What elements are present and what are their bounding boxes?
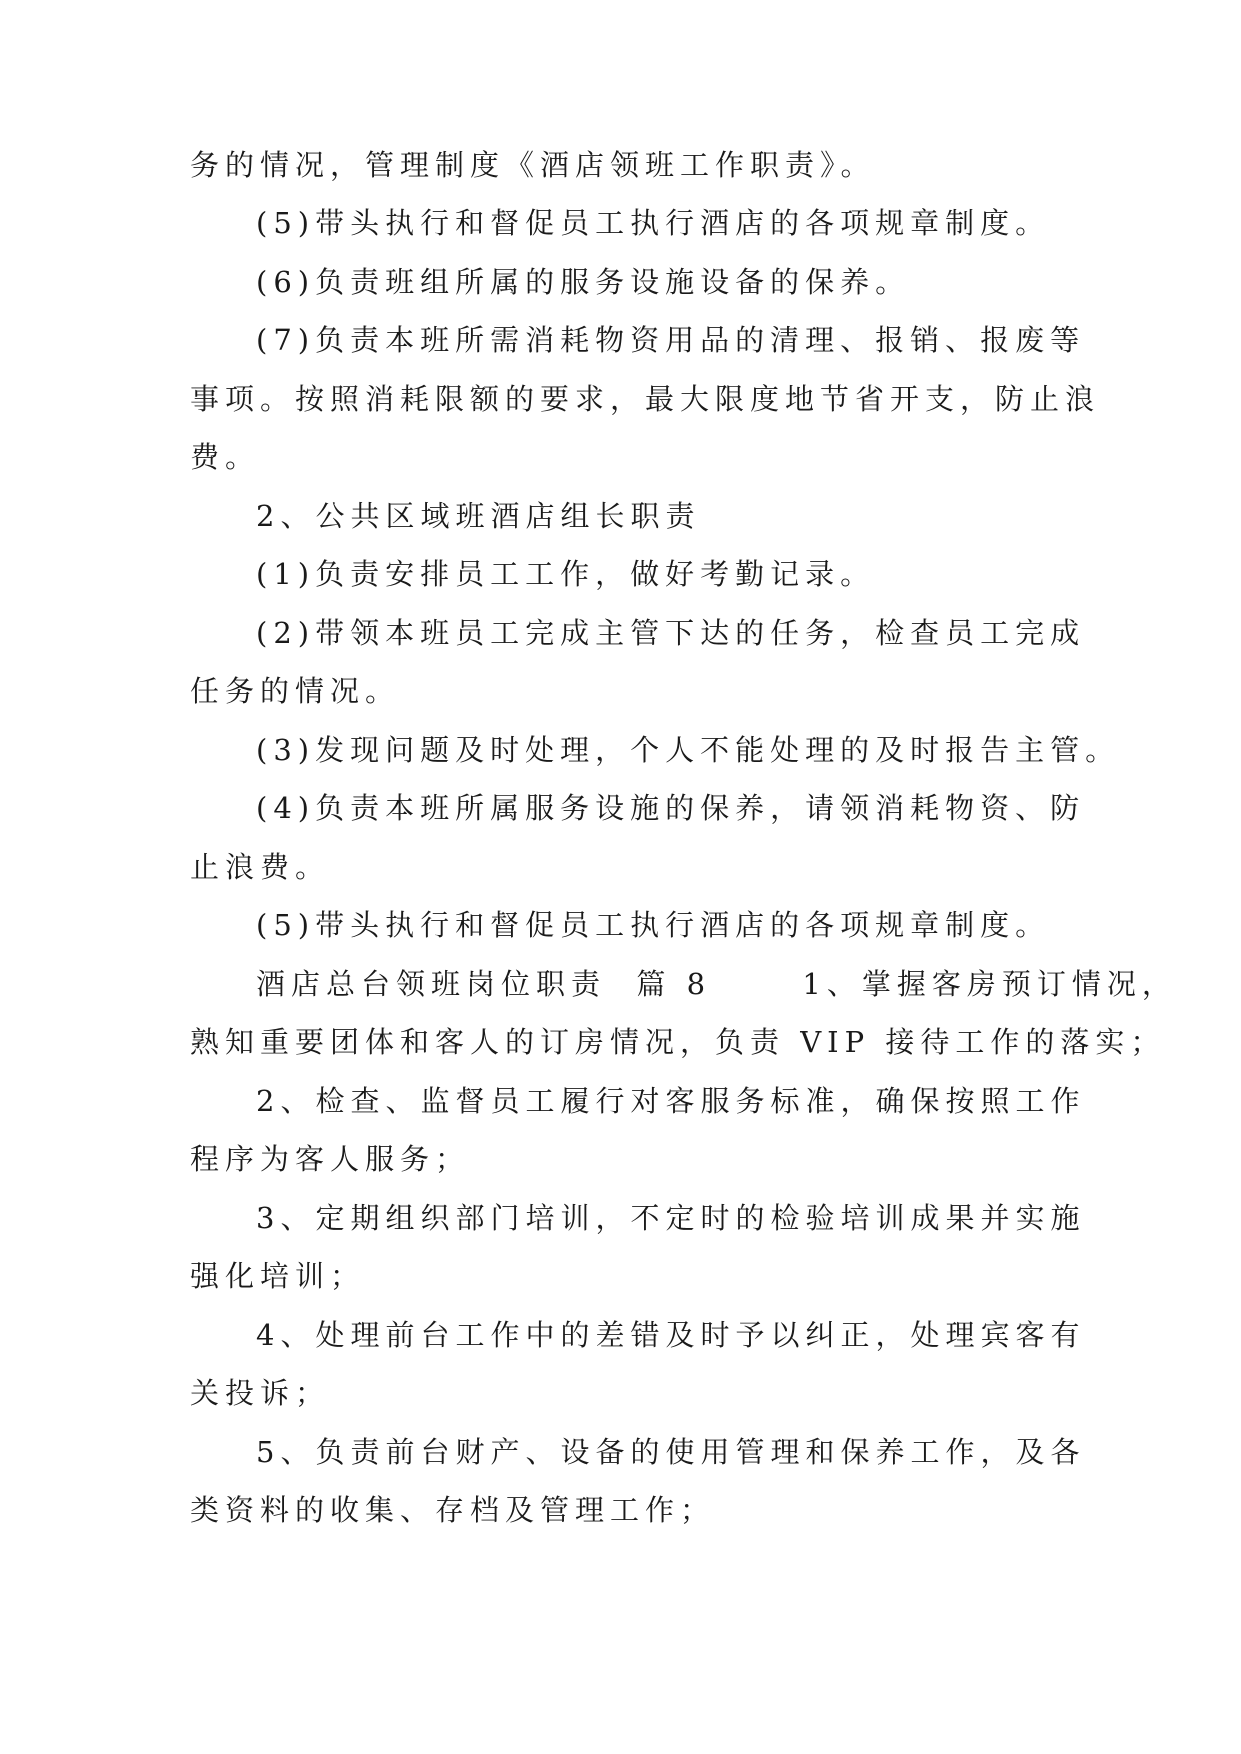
text-line: 3、定期组织部门培训，不定时的检验培训成果并实施 [256,1201,1086,1235]
section-heading: 酒店总台领班岗位职责 篇 8 1、掌握客房预订情况， [256,967,1177,1001]
text-line: 程序为客人服务； [190,1142,471,1176]
text-line: 事项。按照消耗限额的要求，最大限度地节省开支，防止浪 [190,382,1101,416]
text-line: 2、检查、监督员工履行对客服务标准，确保按照工作 [256,1084,1086,1118]
text-line: (3)发现问题及时处理，个人不能处理的及时报告主管。 [256,733,1121,767]
text-line: 5、负责前台财产、设备的使用管理和保养工作，及各 [256,1435,1086,1469]
text-line: (2)带领本班员工完成主管下达的任务，检查员工完成 [256,616,1086,650]
text-line: 止浪费。 [190,850,331,884]
text-line: (5)带头执行和督促员工执行酒店的各项规章制度。 [256,206,1051,240]
text-line: (1)负责安排员工工作，做好考勤记录。 [256,557,876,591]
text-line: 关投诉； [190,1376,331,1410]
text-line: 类资料的收集、存档及管理工作； [190,1493,716,1527]
text-line: 熟知重要团体和客人的订房情况，负责 VIP 接待工作的落实； [190,1025,1166,1059]
text-line: (5)带头执行和督促员工执行酒店的各项规章制度。 [256,908,1051,942]
section-heading: 2、公共区域班酒店组长职责 [256,499,701,533]
text-line: 任务的情况。 [190,674,401,708]
text-line: 4、处理前台工作中的差错及时予以纠正，处理宾客有 [256,1318,1086,1352]
text-line: 强化培训； [190,1259,366,1293]
text-line: (4)负责本班所属服务设施的保养，请领消耗物资、防 [256,791,1086,825]
text-line: (7)负责本班所需消耗物资用品的清理、报销、报废等 [256,323,1086,357]
text-line: 费。 [190,440,261,474]
text-line: 务的情况，管理制度《酒店领班工作职责》。 [190,148,876,182]
text-line: (6)负责班组所属的服务设施设备的保养。 [256,265,911,299]
